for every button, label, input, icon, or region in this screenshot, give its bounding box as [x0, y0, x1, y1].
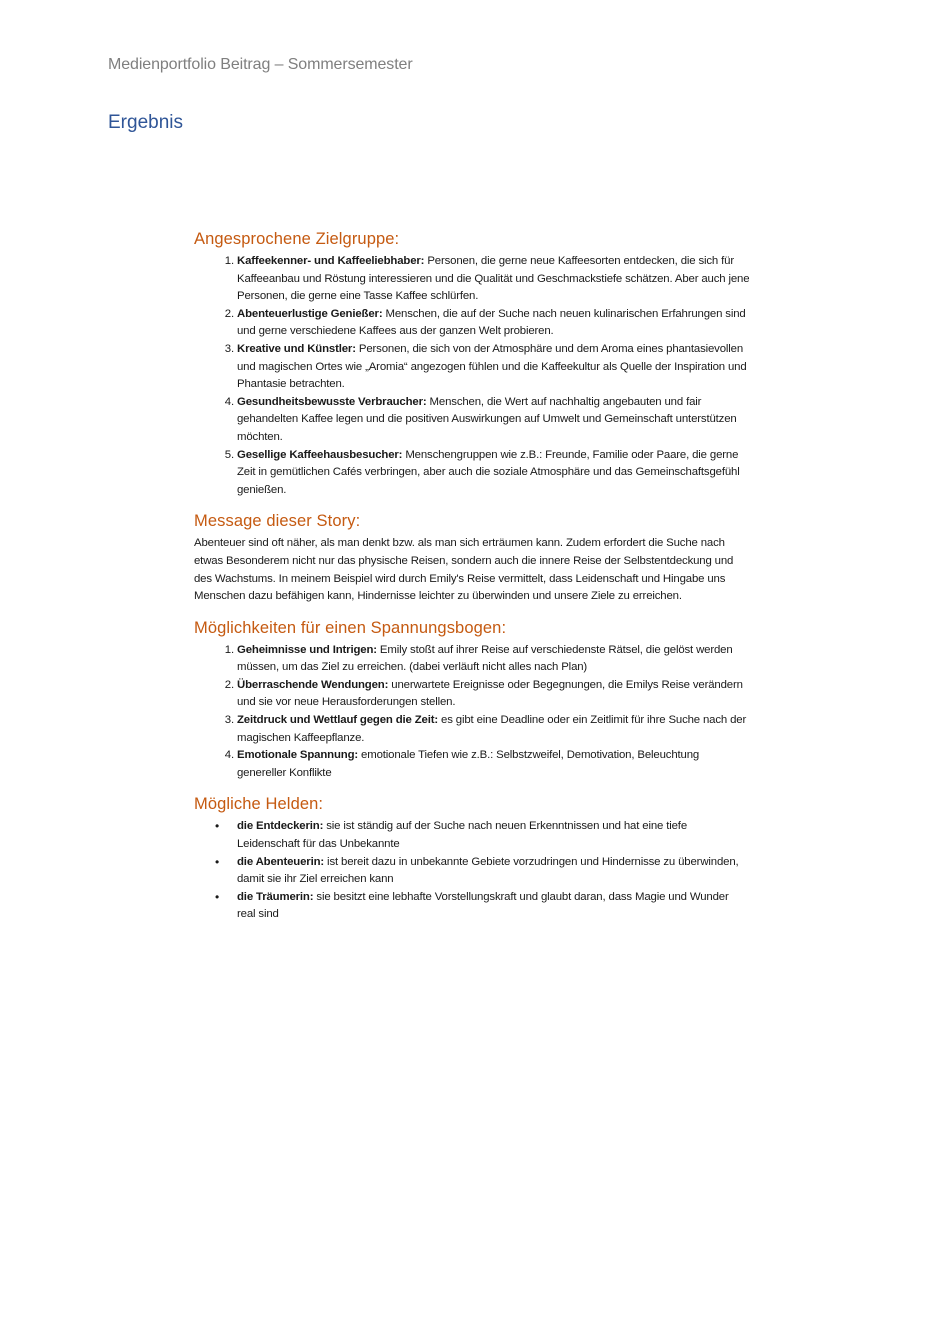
- list-item: [237, 447, 750, 500]
- list-item-term: die Abenteuerin:: [237, 855, 325, 868]
- list-item-text: unerwartete Ereignisse oder Begegnungen, die Emilys Reise verändern und sie vor neue Herausforderungen stellen.: [237, 678, 743, 709]
- page-header: Medienportfolio Beitrag – Sommersemester: [108, 56, 413, 73]
- list-item: [237, 677, 750, 712]
- list-item: [237, 253, 750, 306]
- list-item-text: sie ist ständig auf der Suche nach neuen Erkenntnissen und hat eine tiefe Leidenschaft für das Unbekannte: [237, 820, 687, 851]
- list-item-term: Überraschende Wendungen:: [237, 678, 389, 691]
- list-item-text: Emily stoßt auf ihrer Reise auf verschiedenste Rätsel, die gelöst werden müssen, um das Ziel zu erreichen. (dabei verläuft nicht alles nach Plan): [237, 643, 733, 674]
- section-spannungsbogen: [194, 619, 750, 783]
- list-item-text: Menschengruppen wie z.B.: Freunde, Familie oder Paare, die gerne Zeit in gemütlichen Cafés verbringen, aber auch die soziale Atmosphäre und das Gemeinschaftsgefühl genießen.: [237, 448, 740, 496]
- list-item: [237, 889, 750, 924]
- numbered-list: [194, 642, 750, 783]
- message-paragraph: Abenteuer sind oft näher, als man denkt bzw. als man sich erträumen kann. Zudem erfordert die Suche nach etwas Besonderem nicht nur das physische Reisen, sondern auch die innere Reise der Selbstentdeckung und des Wachstums. In meinem Beispiel wird durch Emily's Reise vermittelt, dass Leidenschaft und Hingabe uns Menschen dazu befähigen kann, Hindernisse leichter zu überwinden und unsere Ziele zu erreichen.: [194, 537, 734, 603]
- list-item-text: es gibt eine Deadline oder ein Zeitlimit für ihre Suche nach der magischen Kaffeepflanze.: [237, 714, 747, 744]
- bullet-list: [194, 818, 750, 924]
- list-item-term: die Entdeckerin:: [237, 820, 324, 833]
- list-item: [237, 341, 750, 394]
- list-item-term: Kreative und Künstler:: [237, 342, 356, 355]
- list-item-text: Personen, die sich von der Atmosphäre und dem Aroma eines phantasievollen und magischen Ortes wie „Aromia“ angezogen fühlen und die Kaffeekultur als Quelle der Inspiration und Phantasie betrachten.: [237, 342, 747, 391]
- list-item: [237, 642, 750, 677]
- list-item-term: Zeitdruck und Wettlauf gegen die Zeit:: [237, 714, 439, 727]
- numbered-list: [194, 253, 750, 499]
- list-item: [237, 854, 750, 889]
- list-item: [237, 712, 750, 747]
- list-item-term: Gesellige Kaffeehausbesucher:: [237, 448, 403, 461]
- section-zielgruppe: [194, 230, 750, 499]
- list-item-text: sie besitzt eine lebhafte Vorstellungskraft und glaubt daran, dass Magie und Wunder real sind: [237, 890, 729, 921]
- section-helden: [194, 795, 750, 924]
- section-message: [194, 512, 750, 605]
- list-item-text: ist bereit dazu in unbekannte Gebiete vorzudringen und Hindernisse zu überwinden, damit sie ihr Ziel erreichen kann: [237, 855, 739, 886]
- list-item-term: die Träumerin:: [237, 890, 314, 903]
- document-body: [194, 230, 750, 937]
- list-item-term: Abenteuerlustige Genießer:: [237, 307, 383, 320]
- page-title: Ergebnis: [108, 112, 183, 133]
- list-item: [237, 306, 750, 341]
- list-item-text: emotionale Tiefen wie z.B.: Selbstzweifel, Demotivation, Beleuchtung genereller Konflikte: [237, 749, 700, 779]
- section-heading: Möglichkeiten für einen Spannungsbogen:: [194, 618, 507, 637]
- section-heading: Message dieser Story:: [194, 512, 361, 531]
- list-item: [237, 818, 750, 853]
- list-item-text: Menschen, die Wert auf nachhaltig angebauten und fair gehandelten Kaffee legen und die positiven Auswirkungen auf Umwelt und Gemeinschaft unterstützen möchten.: [237, 395, 737, 443]
- section-heading: Mögliche Helden:: [194, 795, 324, 814]
- list-item-term: Gesundheitsbewusste Verbraucher:: [237, 395, 427, 408]
- list-item: [237, 394, 750, 447]
- list-item-text: Personen, die gerne neue Kaffeesorten entdecken, die sich für Kaffeeanbau und Röstung interessieren und die Qualität und Geschmackstiefe schätzen. Aber auch jene Personen, die gerne eine Tasse Kaffee schlürfen.: [237, 255, 750, 303]
- list-item-term: Kaffeekenner- und Kaffeeliebhaber:: [237, 255, 425, 267]
- list-item-term: Geheimnisse und Intrigen:: [237, 643, 377, 656]
- list-item-text: Menschen, die auf der Suche nach neuen kulinarischen Erfahrungen sind und gerne verschiedene Kaffees aus der ganzen Welt probieren.: [237, 307, 746, 338]
- section-heading: Angesprochene Zielgruppe:: [194, 230, 400, 248]
- list-item-term: Emotionale Spannung:: [237, 749, 359, 762]
- list-item: [237, 747, 750, 782]
